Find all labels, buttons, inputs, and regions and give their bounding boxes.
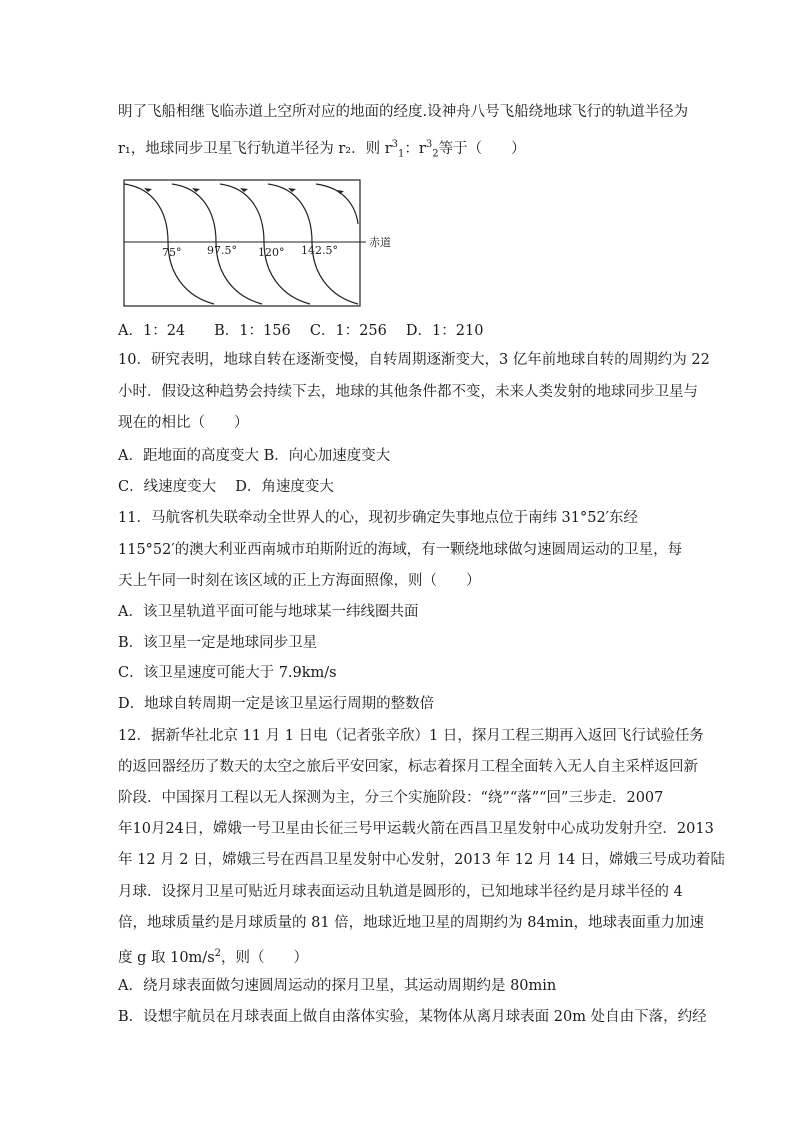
q12-line-6: 月球．设探月卫星可贴近月球表面运动且轨道是圆形的，已知地球半径约是月球半径的 4 xyxy=(118,884,683,900)
label-75: 75° xyxy=(162,246,182,259)
q11-option-b: B．该卫星一定是地球同步卫星 xyxy=(118,635,318,651)
q12-line-1: 12．据新华社北京 11 月 1 日电（记者张辛欣）1 日，探月工程三期再入返回飞行试验任务 xyxy=(118,728,704,744)
q10-options-ab: A．距地面的高度变大 B．向心加速度变大 xyxy=(118,448,391,464)
q12-line-7: 倍，地球质量约是月球质量的 81 倍，地球近地卫星的周期约为 84min，地球表面重力加速 xyxy=(118,915,704,931)
q12-line-5: 年 12 月 2 日，嫦娥三号在西昌卫星发射中心发射，2013 年 12 月 14 日，嫦娥三号成功着陆 xyxy=(118,852,725,868)
q12-option-a: A．绕月球表面做匀速圆周运动的探月卫星，其运动周期约是 80min xyxy=(118,978,557,994)
q11-line-1: 11．马航客机失联牵动全世界人的心，现初步确定失事地点位于南纬 31°52′东经 xyxy=(118,510,639,526)
q11-line-2: 115°52′的澳大利亚西南城市珀斯附近的海域，有一颗绕地球做匀速圆周运动的卫星，每 xyxy=(118,542,683,558)
q9-options: A．1：24 B．1：156 C．1：256 D．1：210 xyxy=(118,323,484,339)
intro-line-1: 明了飞船相继飞临赤道上空所对应的地面的经度.设神舟八号飞船绕地球飞行的轨道半径为 xyxy=(118,104,689,120)
ground-track-figure xyxy=(122,178,422,308)
q11-option-a: A．该卫星轨道平面可能与地球某一纬线圈共面 xyxy=(118,604,419,620)
figure-frame xyxy=(124,180,360,306)
equator-label: 赤道 xyxy=(369,236,391,249)
label-120: 120° xyxy=(258,246,285,259)
q11-option-d: D．地球自转周期一定是该卫星运行周期的整数倍 xyxy=(118,696,435,712)
q12-option-b: B．设想宇航员在月球表面上做自由落体实验，某物体从离月球表面 20m 处自由下落，约经 xyxy=(118,1009,707,1025)
q10-line-3: 现在的相比（ ） xyxy=(118,415,249,431)
q12-line-2: 的返回器经历了数天的太空之旅后平安回家，标志着探月工程全面转入无人自主采样返回新 xyxy=(118,759,698,775)
label-97-5: 97.5° xyxy=(207,244,237,257)
q12-line-3: 阶段．中国探月工程以无人探测为主，分三个实施阶段：“绕”“落”“回”三步走．2007 xyxy=(118,790,664,806)
q12-line-4: 年10月24日，嫦娥一号卫星由长征三号甲运载火箭在西昌卫星发射中心成功发射升空．2013 xyxy=(118,821,714,837)
arrow-5 xyxy=(336,190,344,194)
label-142-5: 142.5° xyxy=(301,244,338,257)
q10-line-2: 小时．假设这种趋势会持续下去，地球的其他条件都不变，未来人类发射的地球同步卫星与 xyxy=(118,384,698,400)
intro-line-2: r₁，地球同步卫星飞行轨道半径为 r₂．则 $r^3_1$：$r^3_2$等于（ ） xyxy=(118,139,526,160)
track-curve-5 xyxy=(316,184,358,224)
q12-line-8: 度 g 取 $10m/s^2$，则（ ） xyxy=(118,948,309,966)
q11-line-3: 天上午同一时刻在该区域的正上方海面照像，则（ ） xyxy=(118,573,481,589)
q11-option-c: C．该卫星速度可能大于 7.9km/s xyxy=(118,665,337,681)
q10-options-cd: C．线速度变大 D．角速度变大 xyxy=(118,479,334,495)
track-curve-1 xyxy=(124,184,214,304)
q10-line-1: 10．研究表明，地球自转在逐渐变慢，自转周期逐渐变大，3 亿年前地球自转的周期约为 22 xyxy=(118,352,710,368)
